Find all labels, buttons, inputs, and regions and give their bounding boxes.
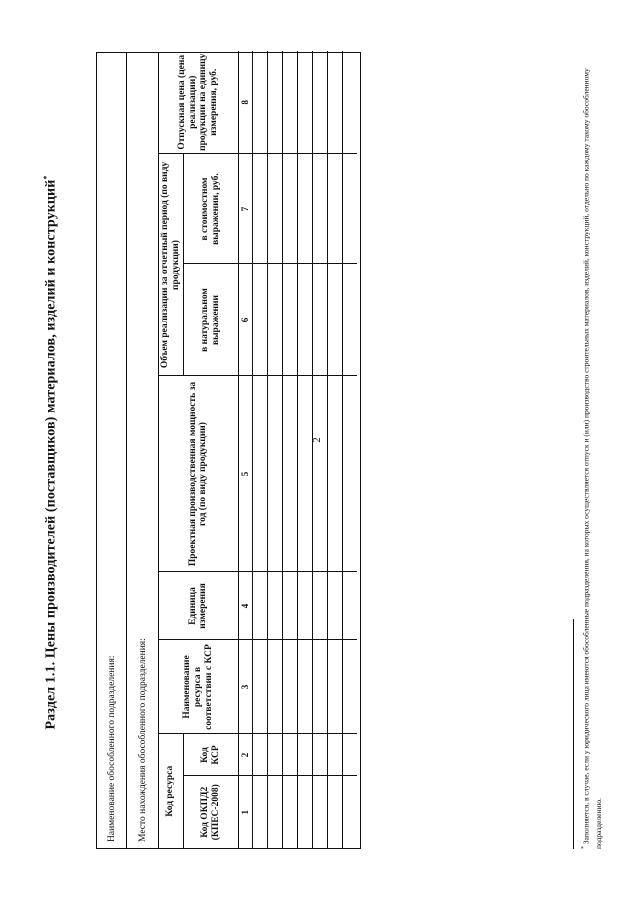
- table-cell[interactable]: [297, 734, 312, 776]
- column-number: 2: [238, 734, 252, 776]
- footnote: [578, 49, 605, 849]
- table-cell[interactable]: [282, 376, 297, 572]
- table-cell[interactable]: [282, 51, 297, 154]
- subdivision-name-label: Наименование обособленного подразделения:: [107, 655, 117, 842]
- price-form: [96, 52, 361, 849]
- table-cell[interactable]: [327, 640, 342, 734]
- table-row: [297, 51, 312, 848]
- subdivision-name-row: [97, 53, 127, 848]
- table-cell[interactable]: [267, 640, 282, 734]
- table-row: [342, 51, 357, 848]
- table-cell[interactable]: [312, 776, 327, 848]
- column-number: 1: [238, 776, 252, 848]
- column-number: 6: [238, 264, 252, 376]
- header-ksr-code: Код КСР: [183, 734, 238, 776]
- table-cell[interactable]: [312, 640, 327, 734]
- table-cell[interactable]: [282, 572, 297, 640]
- table-cell[interactable]: [252, 734, 267, 776]
- header-in-kind: в натуральном выражении: [183, 264, 238, 376]
- table-cell[interactable]: [297, 51, 312, 154]
- table-cell[interactable]: [297, 264, 312, 376]
- table-cell[interactable]: [312, 376, 327, 572]
- table-cell[interactable]: [282, 776, 297, 848]
- footnote-text: Заполняется, в случае, если у юридического лица имеются обособленные подразделения, на которых осуществляется отпуск и (или) производство строительных материалов, изделий, конструкций, отдельно по каждому такому обособленному подразделению.: [581, 68, 603, 849]
- section-title: [42, 0, 60, 905]
- table-cell[interactable]: [267, 51, 282, 154]
- table-cell[interactable]: [327, 572, 342, 640]
- table-cell[interactable]: [282, 154, 297, 264]
- table-cell[interactable]: [282, 734, 297, 776]
- footnote-marker: *: [581, 846, 587, 849]
- header-row-1: [159, 51, 183, 848]
- table-cell[interactable]: [342, 264, 357, 376]
- table-cell[interactable]: [327, 51, 342, 154]
- table-cell[interactable]: [282, 264, 297, 376]
- header-okpd2-code: Код ОКПД2 (КПЕС-2008): [183, 776, 238, 848]
- table-row: [267, 51, 282, 848]
- section-title-footnote-marker: *: [42, 175, 51, 180]
- column-number-row: [238, 51, 252, 848]
- table-cell[interactable]: [267, 376, 282, 572]
- table-cell[interactable]: [342, 376, 357, 572]
- table-cell[interactable]: [312, 734, 327, 776]
- column-number: 7: [238, 154, 252, 264]
- column-number: 8: [238, 51, 252, 154]
- table-cell[interactable]: [342, 572, 357, 640]
- table-cell[interactable]: [252, 776, 267, 848]
- table-cell[interactable]: [267, 264, 282, 376]
- header-design-capacity: Проектная производственная мощность за год (по виду продукции): [159, 376, 238, 572]
- table-cell[interactable]: [267, 154, 282, 264]
- table-cell[interactable]: [297, 376, 312, 572]
- table-row: [327, 51, 342, 848]
- header-in-value: в стоимостном выражении, руб.: [183, 154, 238, 264]
- table-cell[interactable]: [327, 376, 342, 572]
- table-cell[interactable]: [252, 376, 267, 572]
- table-cell[interactable]: [342, 640, 357, 734]
- header-resource-name: Наименование ресурса в соответствии с КСР: [159, 640, 238, 734]
- header-selling-price: Отпускная цена (цена реализации) продукции на единицу измерения, руб.: [159, 51, 238, 154]
- table-cell[interactable]: [252, 154, 267, 264]
- table-cell[interactable]: [297, 154, 312, 264]
- table-body: [252, 51, 357, 848]
- column-number: 4: [238, 572, 252, 640]
- table-cell[interactable]: [327, 154, 342, 264]
- header-unit: Единица измерения: [159, 572, 238, 640]
- table-cell[interactable]: [327, 264, 342, 376]
- table-cell[interactable]: [342, 776, 357, 848]
- table-cell[interactable]: [342, 154, 357, 264]
- table-row: [252, 51, 267, 848]
- table-cell[interactable]: [252, 51, 267, 154]
- table-row: [282, 51, 297, 848]
- table-cell[interactable]: [252, 264, 267, 376]
- table-cell[interactable]: [267, 776, 282, 848]
- table-cell[interactable]: [342, 51, 357, 154]
- table-cell[interactable]: [267, 572, 282, 640]
- table-cell[interactable]: [312, 264, 327, 376]
- subdivision-location-label: Место нахождения обособленного подразделения:: [138, 638, 148, 842]
- page-number: 2: [310, 437, 323, 443]
- column-number: 5: [238, 376, 252, 572]
- table-cell[interactable]: [312, 154, 327, 264]
- price-table: [159, 51, 357, 848]
- table-cell[interactable]: [297, 572, 312, 640]
- table-cell[interactable]: [312, 51, 327, 154]
- table-row: [312, 51, 327, 848]
- table-cell[interactable]: [252, 640, 267, 734]
- section-title-text: Раздел 1.1. Цены производителей (поставщиков) материалов, изделий и конструкций: [43, 179, 59, 730]
- header-resource-code: Код ресурса: [159, 734, 183, 848]
- table-cell[interactable]: [312, 572, 327, 640]
- footnote-rule: [573, 619, 574, 849]
- table-cell[interactable]: [297, 640, 312, 734]
- header-sales-volume: Объем реализации за отчетный период (по виду продукции): [159, 154, 183, 376]
- column-number: 3: [238, 640, 252, 734]
- table-cell[interactable]: [267, 734, 282, 776]
- subdivision-location-row: [127, 53, 159, 848]
- table-cell[interactable]: [297, 776, 312, 848]
- table-cell[interactable]: [252, 572, 267, 640]
- table-cell[interactable]: [282, 640, 297, 734]
- table-cell[interactable]: [327, 734, 342, 776]
- table-cell[interactable]: [342, 734, 357, 776]
- table-cell[interactable]: [327, 776, 342, 848]
